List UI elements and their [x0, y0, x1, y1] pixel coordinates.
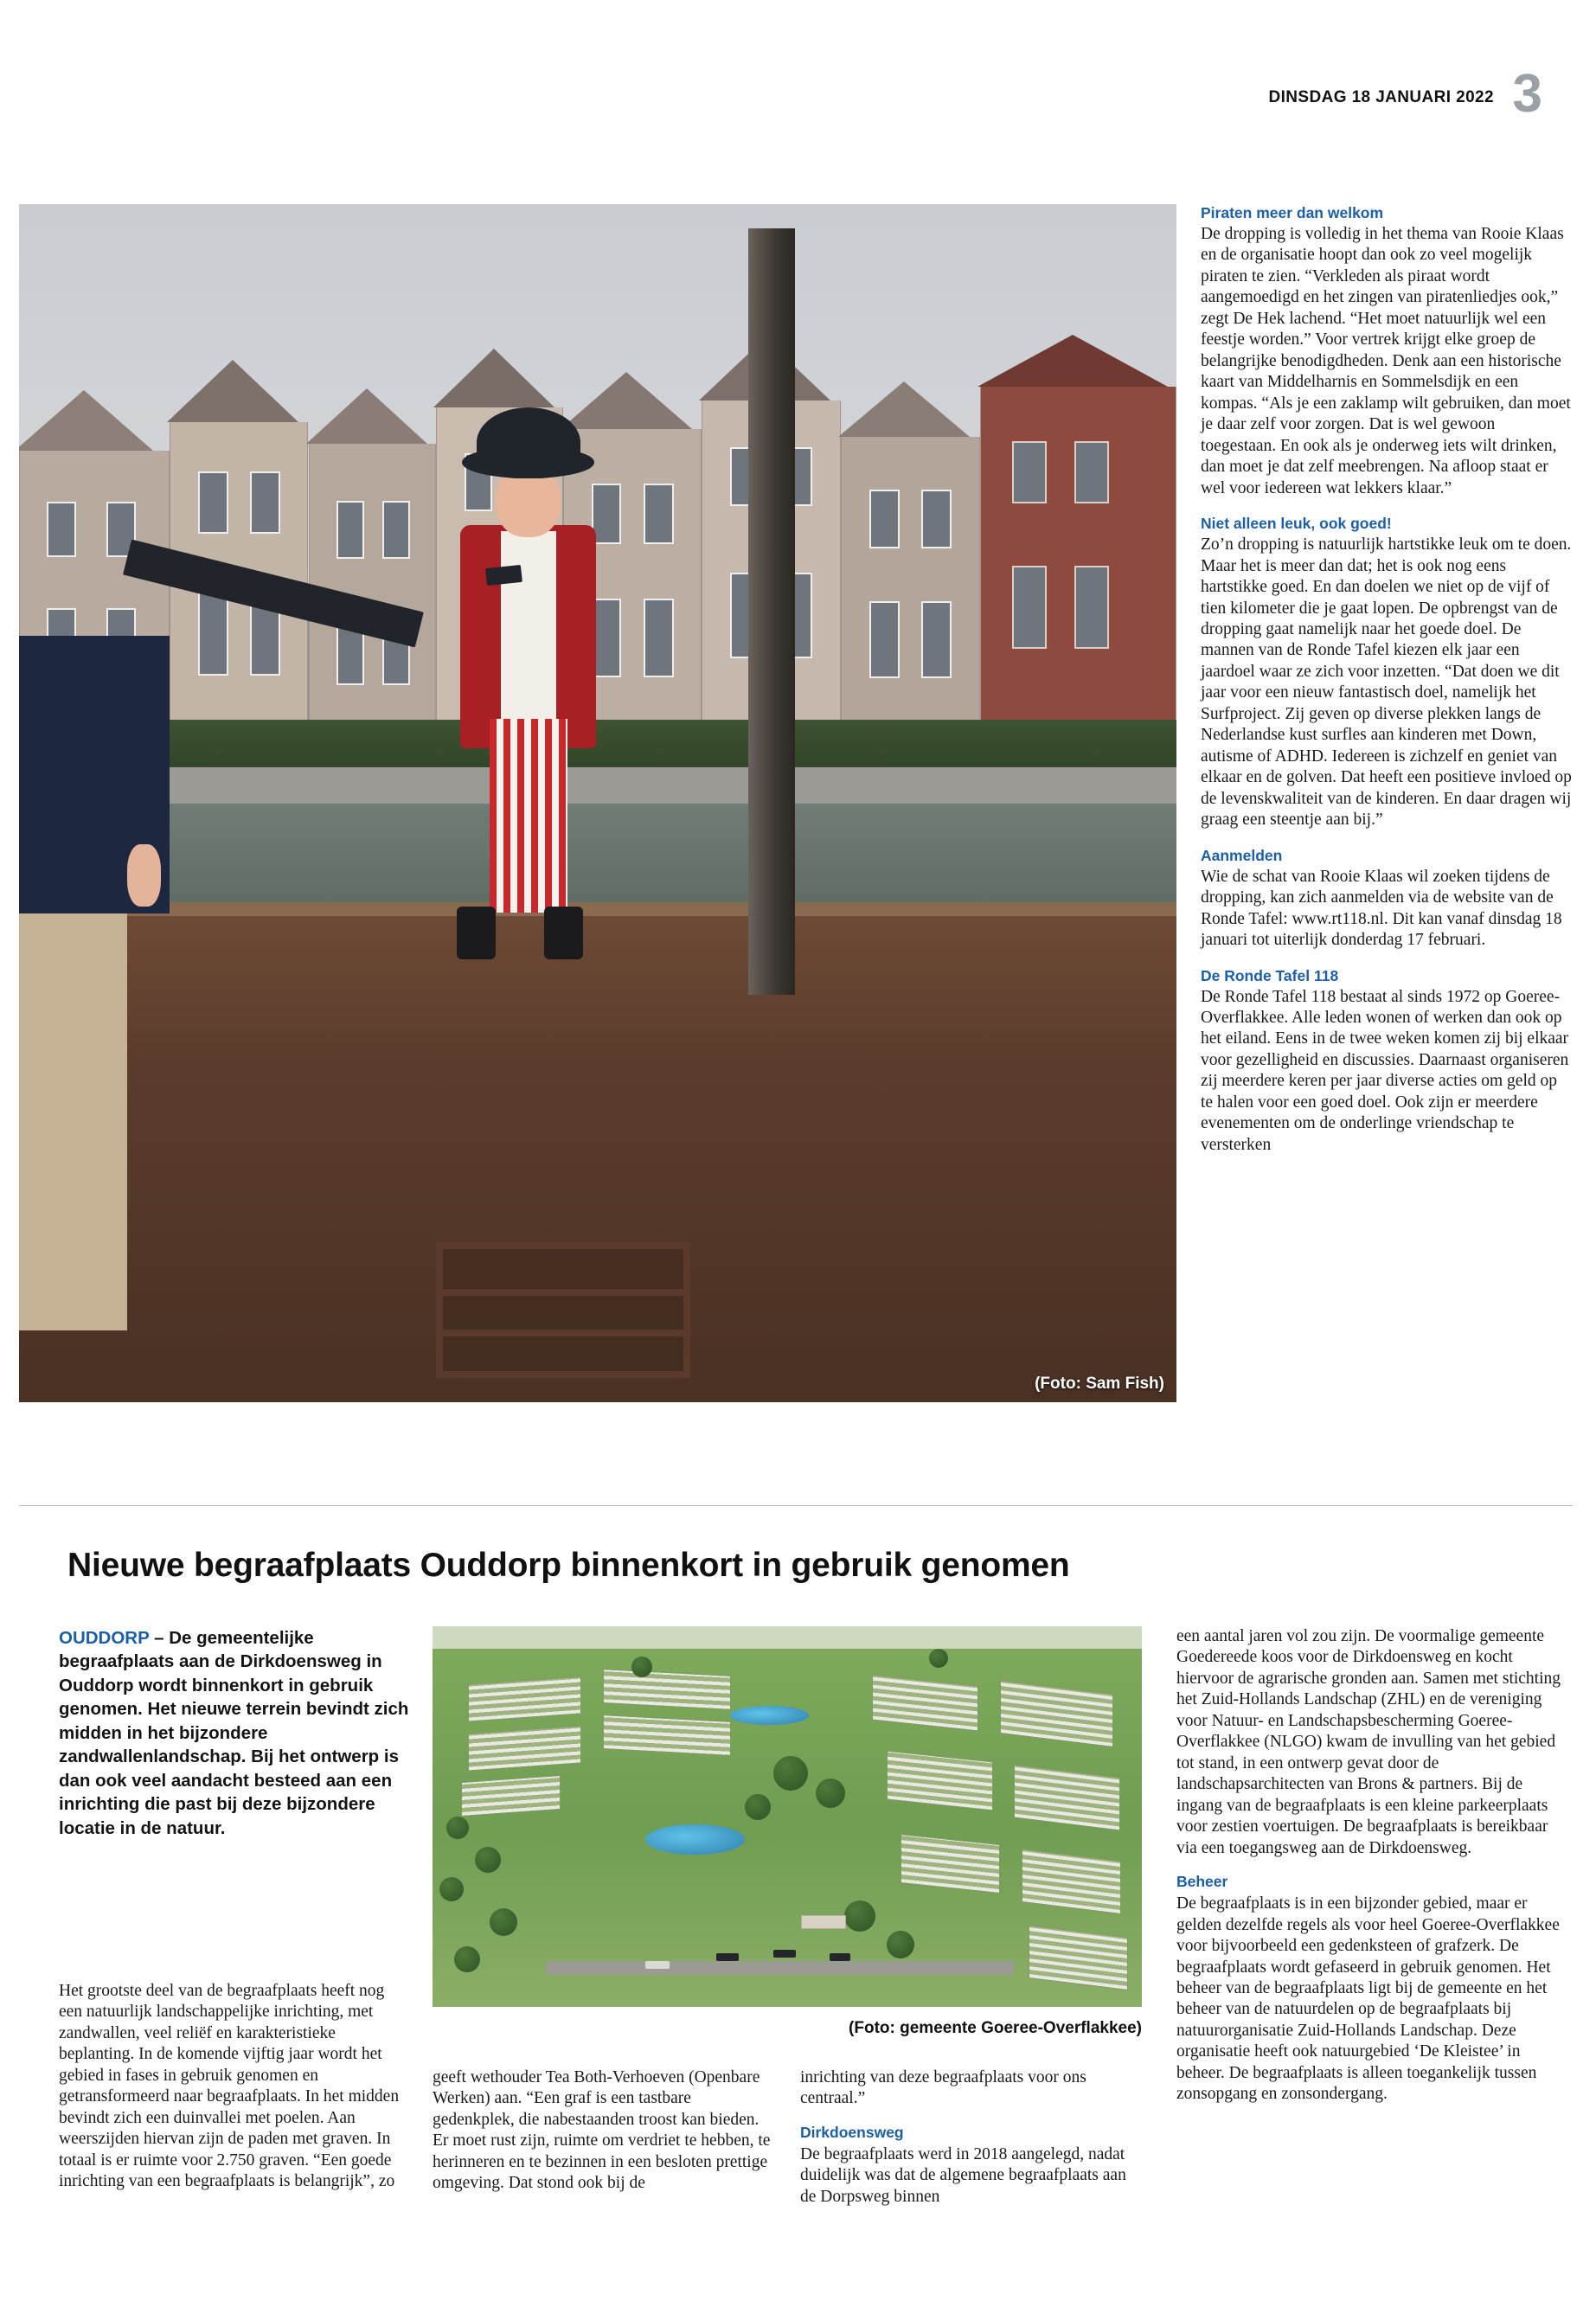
side-section-2	[1201, 515, 1573, 831]
article-column-1	[59, 1981, 405, 2205]
side-section-4	[1201, 967, 1573, 1157]
top-article-photo	[19, 204, 1176, 1402]
photo-mast	[748, 228, 795, 995]
section-divider	[19, 1505, 1573, 1506]
top-article-sidebar	[1201, 204, 1573, 1171]
page-number: 3	[1512, 64, 1542, 124]
article-column-4-text: De begraafplaats is in een bijzonder gebied, maar er gelden dezelfde regels als voor heel Goeree-Overflakkee voor bijvoorbeeld een gedenksteen of grafzerk. De begraafplaats wordt gefaseerd in gebruik genomen. Het beheer van de begraafplaats ligt bij de gemeente en het beheer van de natuurdelen op de begraafplaats bij natuurorganisatie Zuid-Hollands Landschap. Deze organisatie heeft ook natuurgebied ‘De Kleistee’ in beheer. De begraafplaats is alleen toegankelijk tussen zonsopgang en zonsondergang.	[1176, 1894, 1560, 2104]
page-title: Nieuwe begraafplaats Ouddorp binnenkort in gebruik genomen	[67, 1547, 1070, 1584]
photo-toy-sword-child	[485, 565, 522, 586]
side-section-3	[1201, 847, 1573, 952]
photo-adult-figure	[19, 636, 170, 1330]
photo-child-pirate	[447, 407, 609, 995]
side-section-3-heading: Aanmelden	[1201, 846, 1283, 864]
article-column-3-intro: inrichting van deze begraafplaats voor ons centraal.”	[800, 2068, 1086, 2108]
side-section-4-body: De Ronde Tafel 118 bestaat al sinds 1972 op Goeree-Overflakkee. Alle leden wonen of werken dan ook op het eiland. Eens in de twee weken komen zij bij elkaar voor gezelligheid en discussies. Daarnaast organiseren zij meerdere keren per jaar diverse acties om geld op te halen voor een goed doel. Ook zijn er meerdere evenementen om de onderlinge vriendschap te versterken	[1201, 987, 1569, 1154]
article-column-4-heading: Beheer	[1176, 1873, 1228, 1891]
article-column-3-heading: Dirkdoensweg	[800, 2123, 904, 2141]
issue-date: DINSDAG 18 JANUARI 2022	[1268, 88, 1494, 106]
article-column-3	[800, 2067, 1142, 2220]
render-photo-credit: (Foto: gemeente Goeree-Overflakkee)	[849, 2019, 1142, 2037]
side-section-1-body: De dropping is volledig in het thema van Rooie Klaas en de organisatie hoopt dan ook zo veel mogelijk piraten te zien. “Verkleden als piraat wordt aangemoedigd en het zingen van piratenliedjes ook,” zegt De Hek lachend. “Het moet natuurlijk wel een feestje worden.” Voor vertrek krijgt elke groep de belangrijke benodigdheden. Denk aan een historische kaart van Middelharnis en Sommelsdijk en een kompas. “Als je een zaklamp wilt gebruiken, dan moet je daar zelf voor zorgen. Dat is wel gewoon toegestaan. En ook als je onderweg iets wilt drinken, dan moet je dat zelf meebrengen. Na afloop staat er wel voor iedereen wat lekkers klaar.”	[1201, 225, 1571, 497]
side-section-1-heading: Piraten meer dan welkom	[1201, 204, 1384, 221]
photo-boat-shelf	[436, 1242, 690, 1378]
side-section-2-body: Zo’n dropping is natuurlijk hartstikke leuk om te doen. Maar het is meer dan dat; het is ook nog eens hartstikke goed. En dan doelen we niet op de vijf of tien kilometer die je gaat lopen. De opbrengst van de dropping gaat namelijk naar het goede doel. De mannen van de Ronde Tafel kiezen elk jaar een jaardoel waar ze zich voor inzetten. “Dat doen we dit jaar voor een nieuw fantastisch doel, namelijk het Surfproject. Zij geven op diverse plekken langs de Nederlandse kust surfles aan kinderen met Down, autisme of ADHD. Iedereen is zichzelf en geniet van elkaar en de golven. Dat heeft een positieve invloed op de levenskwaliteit van de kinderen. En daar dragen wij graag een steentje aan bij.”	[1201, 535, 1572, 830]
article-column-1-text: Het grootste deel van de begraafplaats heeft nog een natuurlijk landschappelijke inrichting, met zandwallen, veel reliëf en karakteristieke beplanting. In de komende vijftig jaar wordt het gebied in fases in gebruik genomen en getransformeerd naar begraafplaats. In het midden bevindt zich een duinvallei met poelen. Aan weerszijden hiervan zijn de paden met graven. In totaal is er ruimte voor 2.750 graven. “Een goede inrichting van een begraafplaats is belangrijk”, zo	[59, 1982, 400, 2191]
article-lede	[59, 1626, 412, 1840]
page-header	[0, 64, 1596, 124]
side-section-3-body: Wie de schat van Rooie Klaas wil zoeken tijdens de dropping, kan zich aanmelden via de website van de Ronde Tafel: www.rt118.nl. Dit kan vanaf dinsdag 18 januari tot uiterlijk donderdag 17 februari.	[1201, 867, 1562, 950]
cemetery-render-image	[433, 1626, 1142, 2007]
article-column-2	[433, 2067, 777, 2207]
article-lede-text: – De gemeentelijke begraafplaats aan de Dirkdoensweg in Ouddorp wordt binnenkort in gebruik genomen. Het nieuwe terrein bevindt zich midden in het bijzondere zandwallenlandschap. Bij het ontwerp is dan ook veel aandacht besteed aan een inrichting die past bij deze bijzondere locatie in de natuur.	[59, 1628, 409, 1838]
article-column-2-text: geeft wethouder Tea Both-Verhoeven (Openbare Werken) aan. “Een graf is een tastbare gedenkplek, die nabestaanden troost kan bieden. Er moet rust zijn, ruimte om verdriet te hebben, te herinneren en te bezinnen in een besloten prettige omgeving. Dat stond ook bij de	[433, 2068, 771, 2193]
article-column-3-text: De begraafplaats werd in 2018 aangelegd, nadat duidelijk was dat de algemene begraafplaats aan de Dorpsweg binnen	[800, 2144, 1126, 2206]
side-section-2-heading: Niet alleen leuk, ook goed!	[1201, 515, 1392, 533]
article-place: OUDDORP	[59, 1628, 150, 1648]
article-column-4	[1176, 1626, 1573, 2118]
article-column-4-intro: een aantal jaren vol zou zijn. De voormalige gemeente Goedereede koos voor de Dirkdoensweg en kocht hiervoor de agrarische gronden aan. Samen met stichting het Zuid-Hollands Landschap (ZHL) en de vereniging voor Natuur- en Landschapsbescherming Goeree-Overflakkee (NLGO) kwam de invulling van het gebied tot stand, in een ontwerp gevat door de landschapsarchitecten van Brons & partners. Bij de ingang van de begraafplaats is een kleine parkeerplaats voor zestien voertuigen. De begraafplaats is bereikbaar via een toegangsweg aan de Dirkdoensweg.	[1176, 1627, 1561, 1857]
side-section-1	[1201, 204, 1573, 499]
side-section-4-heading: De Ronde Tafel 118	[1201, 966, 1339, 984]
top-photo-credit: (Foto: Sam Fish)	[1035, 1375, 1164, 1393]
